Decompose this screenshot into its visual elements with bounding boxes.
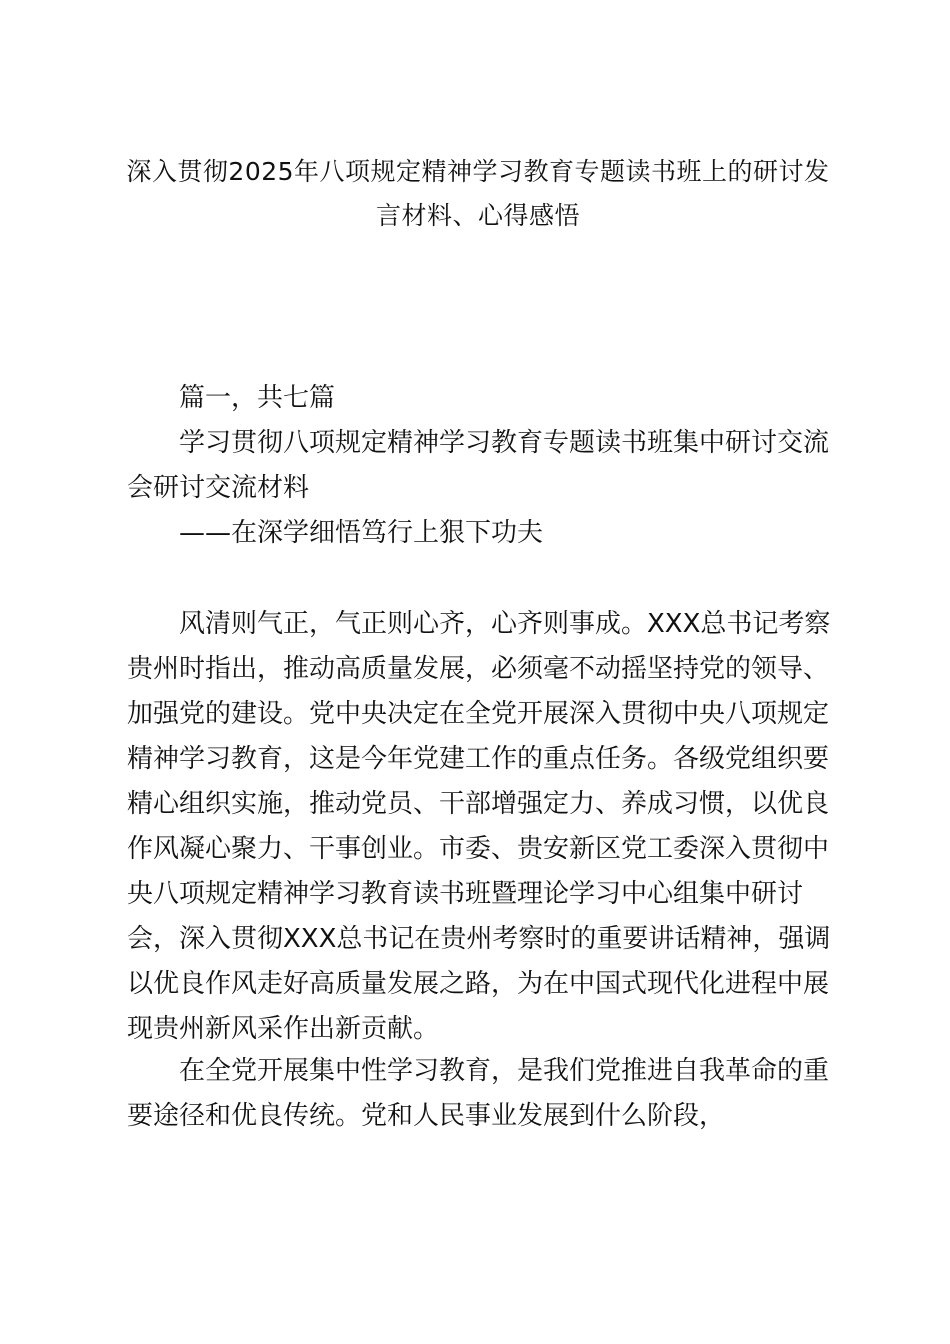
series-label: 篇一，共七篇 [179, 383, 336, 413]
article-title: 学习贯彻八项规定精神学习教育专题读书班集中研讨交流会研讨交流材料 [127, 428, 830, 503]
body-paragraph: 在全党开展集中性学习教育，是我们党推进自我革命的重要途径和优良传统。党和人民事业发展到什么阶段， [127, 1056, 830, 1131]
document-title [118, 150, 838, 238]
article-subtitle: ——在深学细悟笃行上狠下功夫 [179, 518, 544, 548]
body-paragraph: 风清则气正，气正则心齐，心齐则事成。XXX总书记考察贵州时指出，推动高质量发展，必须毫不动摇坚持党的领导、加强党的建设。党中央决定在全党开展深入贯彻中央八项规定精神学习教育，这是今年党建工作的重点任务。各级党组织要精心组织实施，推动党员、干部增强定力、养成习惯，以优良作风凝心聚力、干事创业。市委、贵安新区党工委深入贯彻中央八项规定精神学习教育读书班暨理论学习中心组集中研讨会，深入贯彻XXX总书记在贵州考察时的重要讲话精神，强调以优良作风走好高质量发展之路，为在中国式现代化进程中展现贵州新风采作出新贡献。 [127, 609, 831, 1044]
title-line-1: 深入贯彻2025年八项规定精神学习教育专题读书班上的研讨发 [126, 157, 830, 186]
title-line-2: 言材料、心得感悟 [375, 201, 580, 230]
